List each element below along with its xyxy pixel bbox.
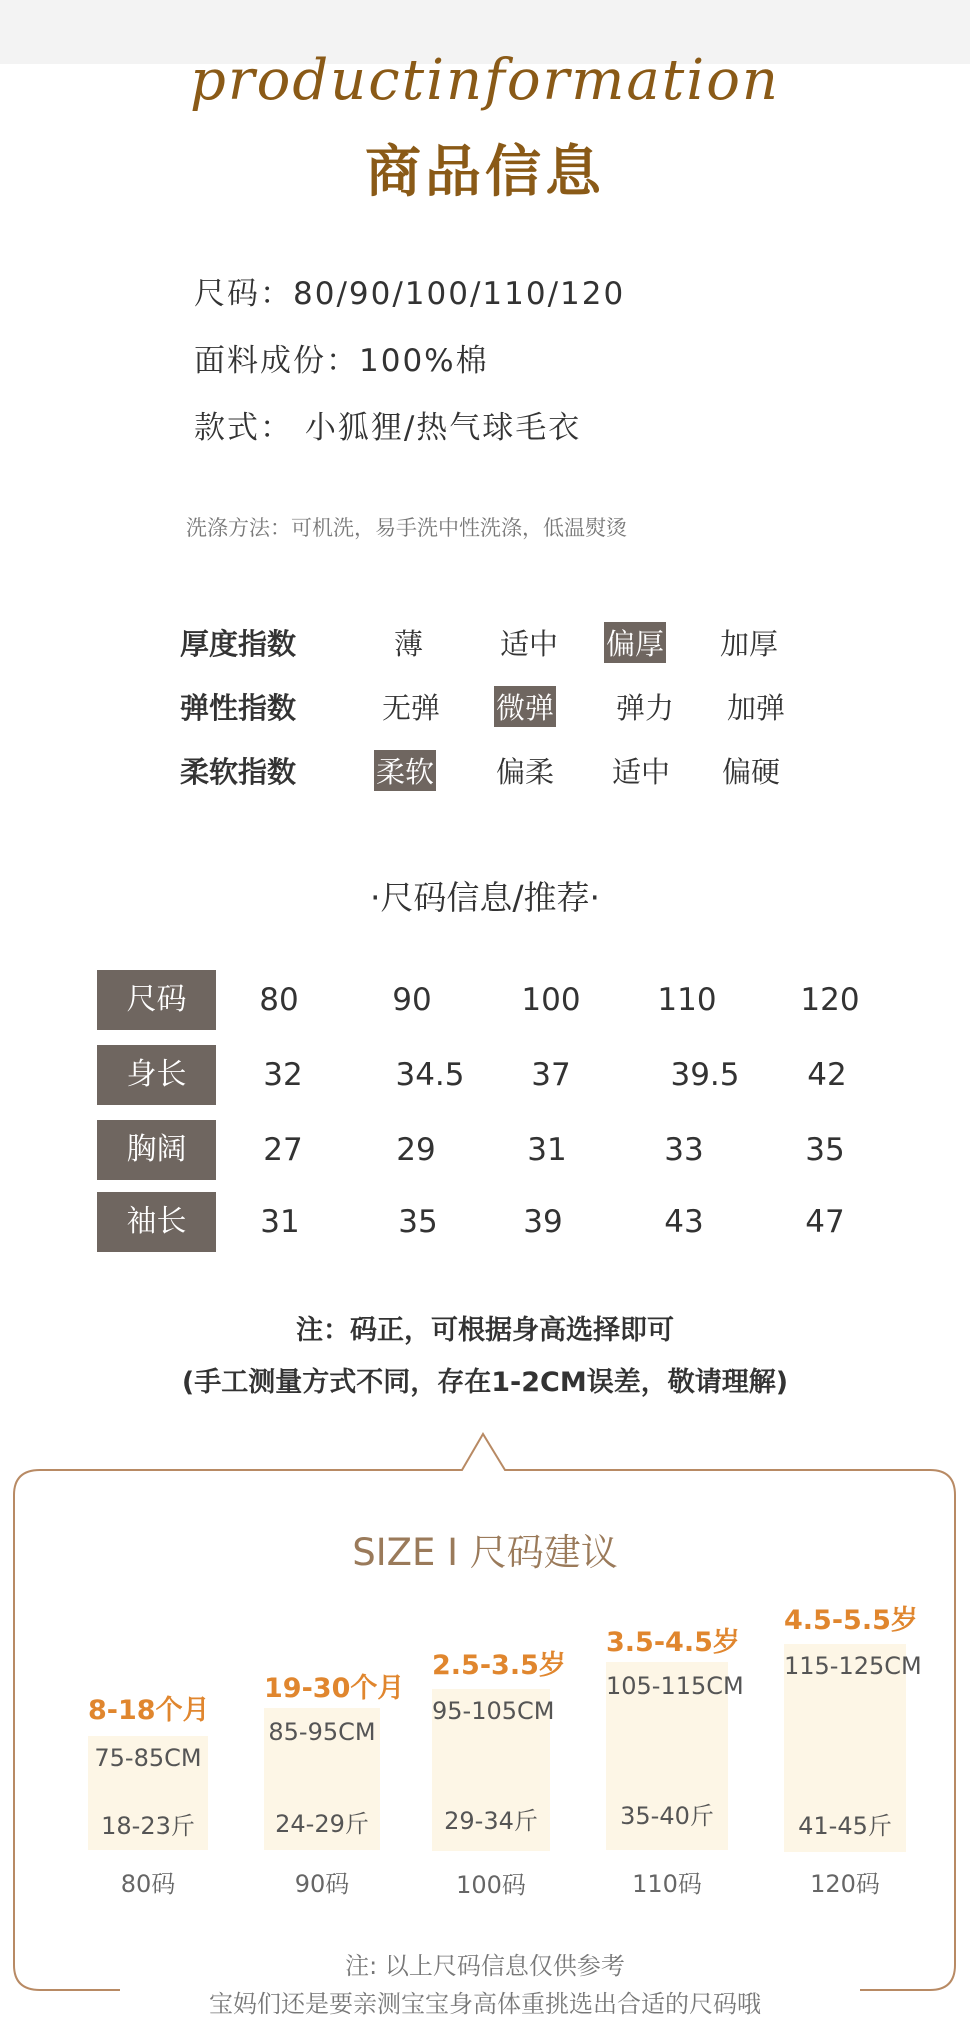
- index-option: 加弹: [727, 691, 786, 725]
- age-label: 8-18个月: [88, 1695, 210, 1726]
- index-option-selected: 柔软: [374, 750, 436, 791]
- height-range: 115-125CM: [784, 1652, 922, 1680]
- index-option: 偏硬: [722, 755, 781, 789]
- table-cell: 34.5: [395, 1057, 465, 1093]
- recommend-col-100: [432, 1643, 566, 1899]
- age-label: 3.5-4.5岁: [606, 1627, 740, 1658]
- note-line-2: (手工测量方式不同，存在1-2CM误差，敬请理解): [181, 1367, 789, 1398]
- footnote-1: 注: 以上尺码信息仅供参考: [345, 1952, 625, 1980]
- recommend-col-90: [264, 1666, 405, 1898]
- recommend-col-110: [606, 1620, 744, 1898]
- height-range: 105-115CM: [606, 1672, 744, 1700]
- table-cell: 35: [398, 1204, 438, 1240]
- age-label: 4.5-5.5岁: [784, 1605, 918, 1636]
- size-row-code: [97, 970, 897, 1030]
- weight-range: 29-34斤: [444, 1807, 538, 1835]
- weight-range: 24-29斤: [275, 1810, 369, 1838]
- table-cell: 27: [263, 1132, 303, 1168]
- table-cell: 43: [664, 1204, 704, 1240]
- index-option-selected: 微弹: [494, 686, 556, 727]
- age-label: 2.5-3.5岁: [432, 1650, 566, 1681]
- table-cell: 31: [527, 1132, 567, 1168]
- table-cell: 32: [263, 1057, 303, 1093]
- info-fabric: 面料成份：100%棉: [194, 343, 489, 379]
- index-row-softness: [180, 750, 820, 794]
- wash-instructions: 洗涤方法：可机洗，易手洗中性洗涤，低温熨烫: [186, 516, 627, 540]
- size-code: 120码: [810, 1870, 880, 1898]
- index-option-selected: 偏厚: [604, 622, 666, 663]
- table-cell: 120: [800, 982, 860, 1018]
- index-option: 薄: [394, 627, 424, 661]
- table-cell: 80: [259, 982, 299, 1018]
- table-cell: 39: [523, 1204, 563, 1240]
- table-cell: 47: [805, 1204, 845, 1240]
- index-option: 加厚: [720, 627, 779, 661]
- height-range: 75-85CM: [94, 1744, 202, 1772]
- table-cell: 42: [807, 1057, 847, 1093]
- table-cell: 90: [392, 982, 432, 1018]
- index-option: 无弹: [382, 691, 441, 725]
- index-label: 弹性指数: [180, 691, 297, 725]
- index-row-elasticity: [180, 686, 820, 730]
- size-code: 90码: [294, 1870, 350, 1898]
- index-option: 偏柔: [496, 755, 555, 789]
- weight-range: 18-23斤: [101, 1812, 195, 1840]
- note-line-1: 注：码正，可根据身高选择即可: [296, 1315, 674, 1346]
- size-table-title: ·尺码信息/推荐·: [369, 878, 601, 917]
- table-cell: 31: [260, 1204, 300, 1240]
- table-cell: 37: [531, 1057, 571, 1093]
- index-row-thickness: [180, 622, 820, 666]
- table-cell: 39.5: [670, 1057, 740, 1093]
- index-label: 厚度指数: [180, 627, 297, 661]
- table-cell: 29: [396, 1132, 436, 1168]
- title-english: productinformation: [190, 48, 780, 113]
- weight-range: 35-40斤: [620, 1802, 714, 1830]
- size-row-sleeve: [97, 1192, 897, 1252]
- info-size: 尺码：80/90/100/110/120: [194, 276, 626, 312]
- footnote-2: 宝妈们还是要亲测宝宝身高体重挑选出合适的尺码哦: [209, 1990, 761, 2018]
- recommend-title: SIZE I 尺码建议: [352, 1531, 618, 1574]
- index-option: 适中: [612, 755, 671, 789]
- size-row-chest: [97, 1120, 897, 1180]
- index-option: 弹力: [616, 691, 675, 725]
- index-option: 适中: [500, 627, 559, 661]
- table-cell: 110: [657, 982, 717, 1018]
- row-label: 身长: [97, 1045, 216, 1105]
- size-code: 100码: [456, 1871, 526, 1899]
- title-chinese: 商品信息: [365, 140, 605, 205]
- table-cell: 100: [521, 982, 581, 1018]
- index-label: 柔软指数: [180, 755, 297, 789]
- row-label: 袖长: [97, 1192, 216, 1252]
- age-label: 19-30个月: [264, 1673, 405, 1704]
- height-range: 85-95CM: [268, 1718, 376, 1746]
- table-cell: 33: [664, 1132, 704, 1168]
- recommend-col-80: [88, 1688, 210, 1898]
- info-style: 款式： 小狐狸/热气球毛衣: [194, 410, 582, 446]
- size-code: 110码: [632, 1870, 702, 1898]
- row-label: 胸阔: [97, 1120, 216, 1180]
- table-cell: 35: [805, 1132, 845, 1168]
- row-label: 尺码: [97, 970, 216, 1030]
- weight-range: 41-45斤: [798, 1812, 892, 1840]
- size-row-length: [97, 1045, 897, 1105]
- height-range: 95-105CM: [432, 1697, 555, 1725]
- recommend-col-120: [784, 1598, 922, 1898]
- size-code: 80码: [120, 1870, 176, 1898]
